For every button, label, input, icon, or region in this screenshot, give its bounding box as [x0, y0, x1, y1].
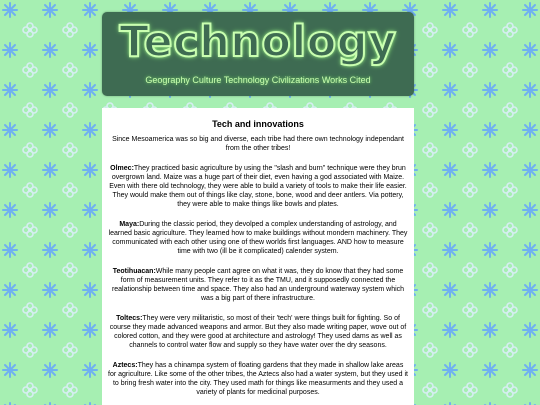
section-olmec — [108, 164, 408, 209]
section-olmec-text: They practiced basic agriculture by using the "slash and burn" technique were they brun overgrown land. Maize was a huge part of their diet, even having a god associated with Maize. Even with there old technology, they were able to build a variety of tools to make their life easier. They would make them out of things like clay, stone, bone, wood and deer antlers. Via pottery, they were able to make things like bowls and plates. — [109, 165, 407, 208]
section-toltecs-title: Toltecs: — [116, 315, 143, 322]
nav-link-technology[interactable]: Technology — [223, 75, 270, 85]
section-teotihuacan-text: While many people cant agree on what it was, they do know that they had some form of measurement units. They refer to it as the TMU, and it supposedly connected the realationship between time and space. They also had an underground waterway system which was a big part of there infrastructure. — [111, 268, 405, 302]
page-heading: Tech and innovations — [212, 119, 304, 129]
section-toltecs — [108, 314, 408, 350]
site-header — [102, 12, 414, 96]
intro-text: Since Mesoamerica was so big and diverse, each tribe had there own technology independant from the other tribes! — [112, 136, 404, 152]
nav-link-geography[interactable]: Geography — [145, 75, 190, 85]
nav-link-works-cited[interactable]: Works Cited — [321, 75, 371, 85]
nav-link-culture[interactable]: Culture — [192, 75, 222, 85]
section-maya-text: During the classic period, they devolped a complex understanding of astrology, and learned basic agriculture. They learned how to make buildings without mondern machinery. They communicated with each other using one of thew worlds first languages. AND how to measure time with two (ill be it complicated) calender system. — [108, 221, 408, 255]
section-maya-title: Maya: — [119, 221, 140, 228]
nav-link-civilizations[interactable]: Civilizations — [271, 75, 320, 85]
content-panel — [102, 108, 414, 405]
section-toltecs-text: They were very militaristic, so most of their 'tech' were things built for fighting. So of course they made advanced weapons and armor. But they also made writing paper, wove out of colored cotton, and they were good at architecture and astrology! They used dams as well as channels to control water flow and supply so they have water over the dry seasons. — [109, 315, 407, 349]
section-aztecs-text: They has a chinampa system of floating gardens that they made in shallow lake areas for agriculture. Like some of the other tribes, the Aztecs also had a water system, but they used it to bring fresh water into the city. They used math for things like measurments and they used a variety of plants for medicinal purposes. — [108, 362, 408, 396]
section-olmec-title: Olmec: — [110, 165, 134, 172]
section-aztecs — [108, 361, 408, 397]
site-title: Technology — [119, 17, 397, 67]
section-teotihuacan — [108, 267, 408, 303]
section-maya — [108, 220, 408, 256]
section-teotihuacan-title: Teotihuacan: — [112, 268, 156, 275]
section-aztecs-title: Aztecs: — [112, 362, 138, 369]
nav-bar — [102, 74, 414, 86]
